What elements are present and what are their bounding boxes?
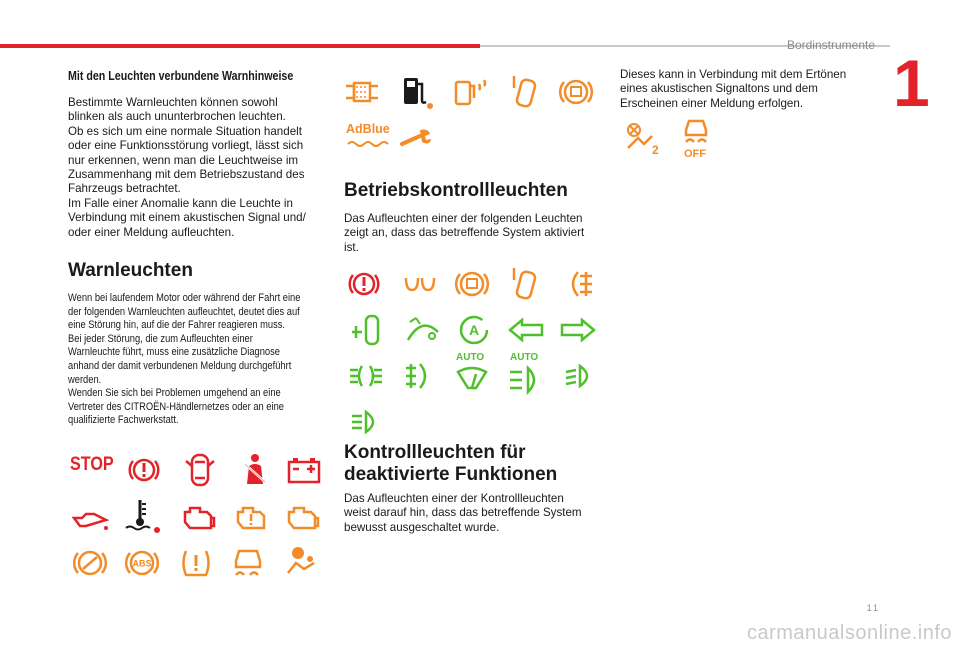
dipped-beam-icon <box>562 358 598 394</box>
stop-icon <box>70 454 118 490</box>
svg-text:A: A <box>468 322 480 338</box>
door-icon <box>508 266 544 302</box>
warnleuchten-text: Wenn bei laufendem Motor oder während der Fahrt eine der folgenden Warnleuchten aufleuchtet, deutet dies auf eine Störung hin, auf die der Fahrer reagieren muss. Bei jeder Störung, die zum Aufleuchten einer Warnleuchte führt, muss eine zusätzliche Diagnose anhand der damit verbundenen Meldung durchgeführt werden. Wenden Sie sich bei Problemen umgehend an eine Vertreter des CITROËN-Händlernetzes oder an eine qualifizierte Fachwerkstatt. <box>68 292 301 427</box>
subheading-warnhinweise: Mit den Leuchten verbundene Warnhinweise <box>68 68 294 83</box>
off-label: OFF <box>684 148 706 160</box>
wrench-icon <box>398 120 434 156</box>
service-brake-icon <box>558 74 594 110</box>
airbag-icon <box>284 545 320 581</box>
brake-pad-icon <box>72 545 108 581</box>
auto-label: AUTO <box>510 352 539 363</box>
lane-departure-off-icon <box>624 120 660 156</box>
door-icon <box>508 74 544 110</box>
skid-control-off-icon <box>678 116 714 160</box>
engine-warning-icon <box>180 500 216 536</box>
tyre-pressure-icon <box>178 545 214 581</box>
auto-headlamp-icon <box>508 352 544 388</box>
section-title: Bordinstrumente <box>786 38 875 52</box>
fuel-icon <box>398 74 434 110</box>
remote-lights-icon <box>348 312 384 348</box>
adblue-icon <box>346 122 390 158</box>
front-fog-icon <box>402 358 438 394</box>
chapter-number: 1 <box>893 46 930 120</box>
skid-control-icon <box>230 545 266 581</box>
main-beam-icon <box>350 404 386 440</box>
abs-icon <box>124 545 160 581</box>
right-text: Dieses kann in Verbindung mit dem Ertönen eines akustischen Signaltons und dem Erscheinen einer Meldung erfolgen. <box>620 68 847 110</box>
betrieb-text: Das Aufleuchten einer der folgenden Leuchten zeigt an, dass das betreffende System aktiviert ist. <box>344 212 585 254</box>
fuel-water-icon <box>452 74 488 110</box>
auto-wiper-icon <box>454 352 490 388</box>
particle-filter-icon <box>344 74 380 110</box>
stop-label: STOP <box>70 454 114 475</box>
seatbelt-icon <box>237 452 273 488</box>
auto-label: AUTO <box>456 352 485 363</box>
brake-warning-icon <box>346 266 382 302</box>
door-open-icon <box>182 452 218 488</box>
left-indicator-icon <box>508 312 544 348</box>
battery-icon <box>286 452 322 488</box>
oil-pressure-icon <box>72 502 108 538</box>
stop-start-icon <box>456 312 492 348</box>
watermark: carmanualsonline.info <box>746 622 952 644</box>
heading-warnleuchten: Warnleuchten <box>68 260 193 281</box>
intro-text: Bestimmte Warnleuchten können sowohl blinken als auch ununterbrochen leuchten. Ob es sich um eine normale Situation handelt oder eine Funktionsstörung vorliegt, lässt sich nur erkennen, wenn man die Leuchtweise im Zusammenhang mit dem Betriebszustand des Fahrzeugs betrachtet. Im Falle einer Anomalie kann die Leuchte in Verbindung mit einem akustischen Signal und/ oder einer Meldung aufleuchten. <box>68 96 306 239</box>
svg-text:2: 2 <box>652 143 659 157</box>
right-indicator-icon <box>560 312 596 348</box>
page-number: 11 <box>866 603 880 613</box>
sidelights-icon <box>348 358 384 394</box>
heading-kontrollleuchten: Kontrollleuchten für deaktivierte Funktionen <box>344 442 558 485</box>
heading-betriebskontrollleuchten: Betriebskontrollleuchten <box>344 180 568 201</box>
brake-warning-icon <box>126 452 162 488</box>
kontroll-text: Das Aufleuchten einer der Kontrollleuchten weist darauf hin, dass das betreffende System bewusst ausgeschaltet wurde. <box>344 492 582 534</box>
cruise-control-icon <box>404 312 440 348</box>
engine-warning-icon <box>284 500 320 536</box>
svg-text:ABS: ABS <box>132 558 152 569</box>
rear-fog-icon <box>560 266 596 302</box>
glow-plug-icon <box>402 266 438 302</box>
adblue-label: AdBlue <box>346 122 390 136</box>
coolant-temperature-icon <box>124 498 160 534</box>
engine-warning-icon <box>233 500 269 536</box>
header-red-bar <box>0 44 480 48</box>
parking-brake-icon <box>454 266 490 302</box>
